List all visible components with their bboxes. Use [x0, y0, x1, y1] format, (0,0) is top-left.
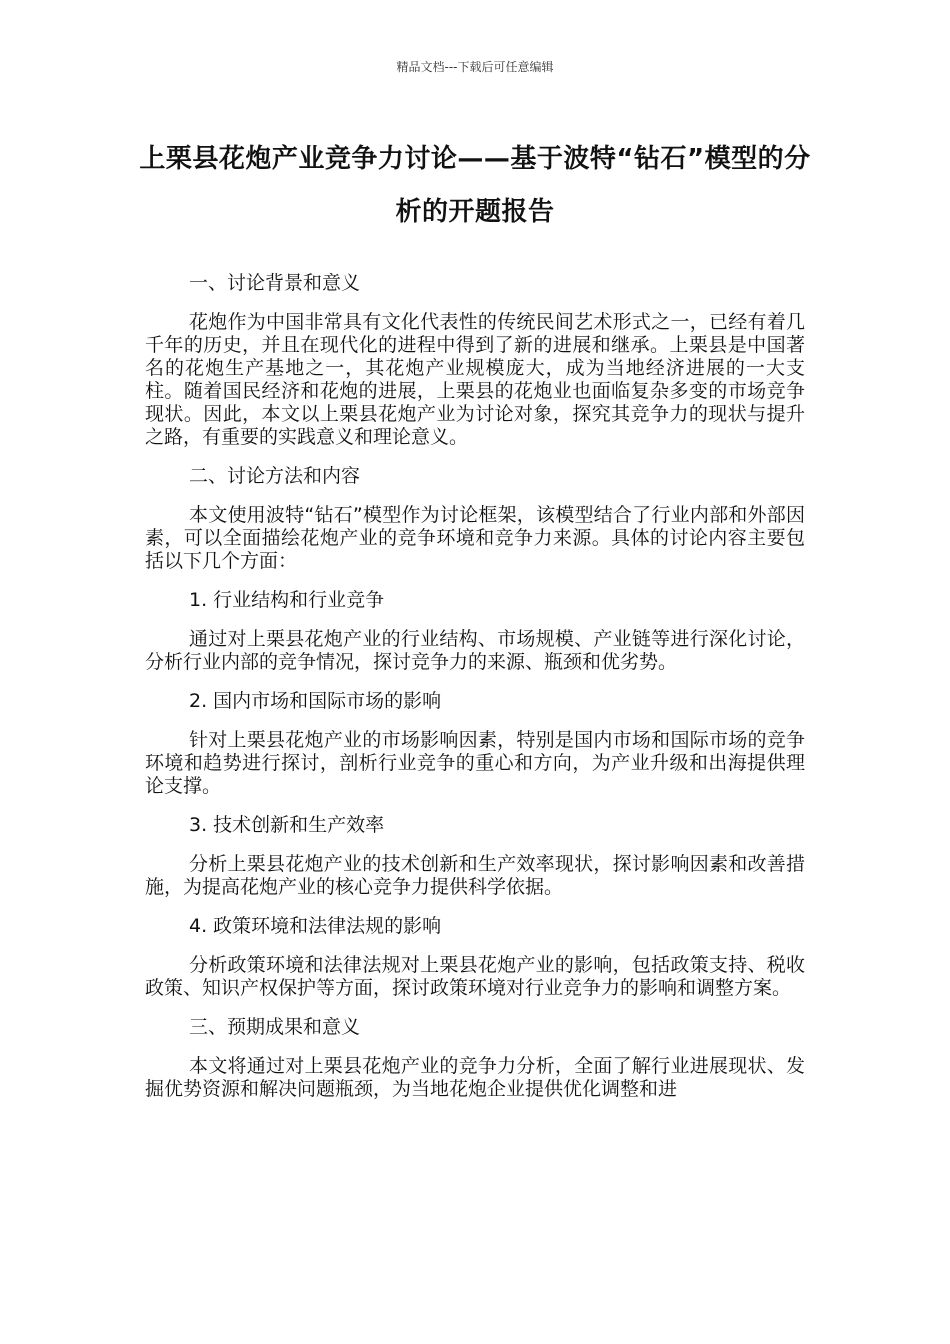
- section-heading: 一、讨论背景和意义: [189, 272, 361, 294]
- item-heading: 3. 技术创新和生产效率: [189, 814, 385, 836]
- document-body: [145, 268, 805, 1113]
- page-header-note: 精品文档---下载后可任意编辑: [396, 60, 554, 74]
- paragraph: 分析政策环境和法律法规对上栗县花炮产业的影响，包括政策支持、税收政策、知识产权保护等方面，探讨政策环境对行业竞争力的影响和调整方案。: [145, 954, 805, 999]
- paragraph: 花炮作为中国非常具有文化代表性的传统民间艺术形式之一，已经有着几千年的历史，并且在现代化的进程中得到了新的进展和继承。上栗县是中国著名的花炮生产基地之一，其花炮产业规模庞大，成为当地经济进展的一大支柱。随着国民经济和花炮的进展，上栗县的花炮业也面临复杂多变的市场竞争现状。因此，本文以上栗县花炮产业为讨论对象，探究其竞争力的现状与提升之路，有重要的实践意义和理论意义。: [145, 311, 805, 448]
- item-heading: 1. 行业结构和行业竞争: [189, 589, 385, 611]
- paragraph: 本文将通过对上栗县花炮产业的竞争力分析，全面了解行业进展现状、发掘优势资源和解决问题瓶颈，为当地花炮企业提供优化调整和进: [145, 1055, 805, 1100]
- paragraph: 分析上栗县花炮产业的技术创新和生产效率现状，探讨影响因素和改善措施，为提高花炮产业的核心竞争力提供科学依据。: [145, 853, 805, 898]
- section-heading: 三、预期成果和意义: [189, 1016, 361, 1038]
- paragraph: 通过对上栗县花炮产业的行业结构、市场规模、产业链等进行深化讨论，分析行业内部的竞争情况，探讨竞争力的来源、瓶颈和优劣势。: [145, 628, 805, 673]
- paragraph: 本文使用波特“钻石”模型作为讨论框架，该模型结合了行业内部和外部因素，可以全面描绘花炮产业的竞争环境和竞争力来源。具体的讨论内容主要包括以下几个方面：: [145, 504, 805, 572]
- section-heading: 二、讨论方法和内容: [189, 465, 361, 487]
- item-heading: 2. 国内市场和国际市场的影响: [189, 690, 442, 712]
- paragraph: 针对上栗县花炮产业的市场影响因素，特别是国内市场和国际市场的竞争环境和趋势进行探讨，剖析行业竞争的重心和方向，为产业升级和出海提供理论支撑。: [145, 729, 805, 797]
- item-heading: 4. 政策环境和法律法规的影响: [189, 915, 442, 937]
- document-title: 上栗县花炮产业竞争力讨论——基于波特“钻石”模型的分析的开题报告: [139, 144, 811, 227]
